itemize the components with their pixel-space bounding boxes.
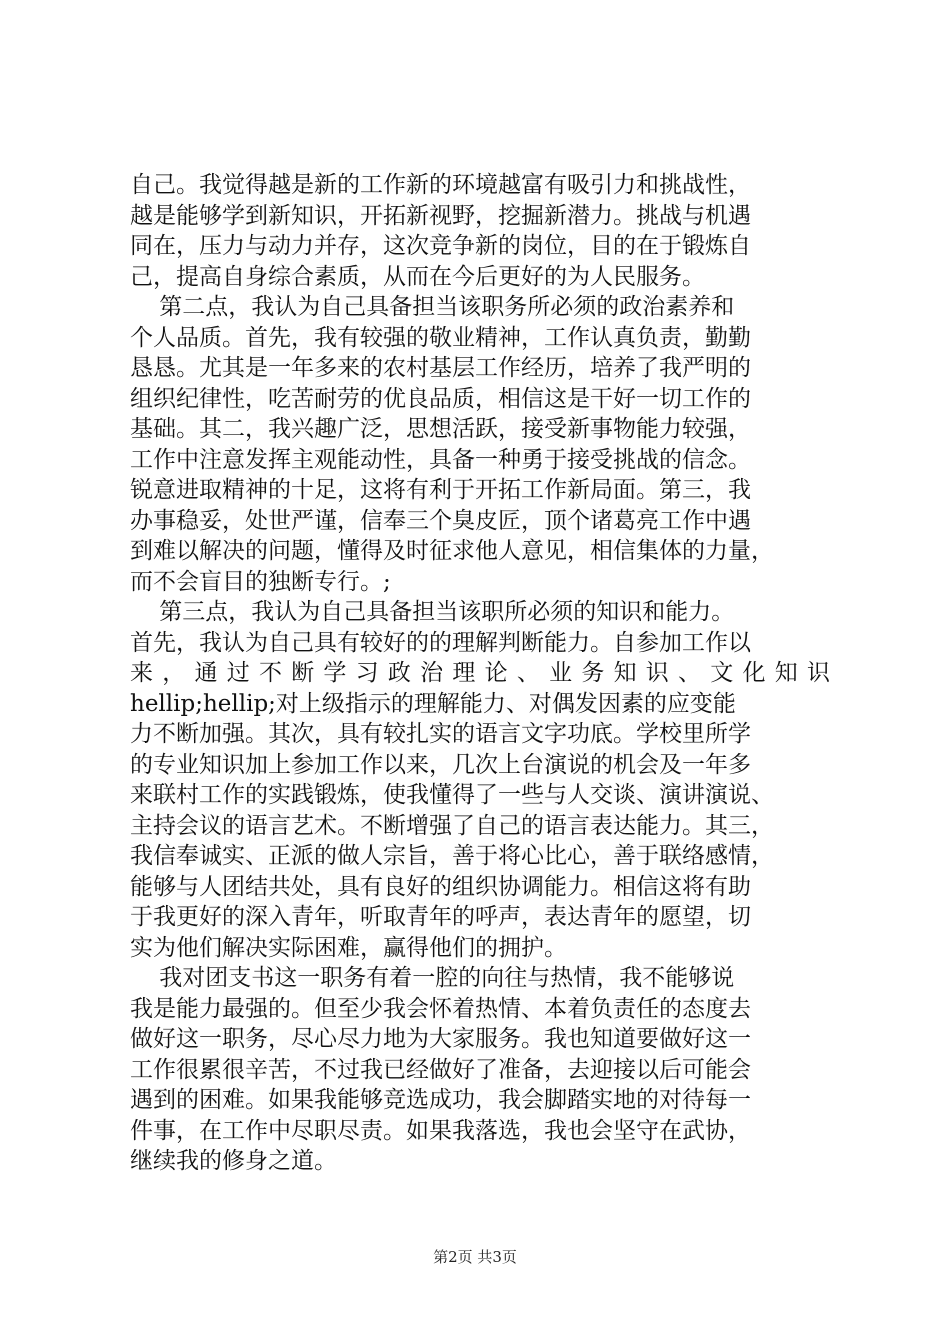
text-line: 主持会议的语言艺术。不断增强了自己的语言表达能力。其三， xyxy=(130,812,774,839)
text-line: 能够与人团结共处，具有良好的组织协调能力。相信这将有助 xyxy=(130,873,751,900)
page-number: 第2页 共3页 xyxy=(433,1248,517,1266)
paragraph-start-line: 第二点，我认为自己具备担当该职务所必须的政治素养和 xyxy=(130,294,735,320)
text-line: 于我更好的深入青年，听取青年的呼声，表达青年的愿望，切 xyxy=(130,904,751,930)
paragraph-start-line: 第三点，我认为自己具备担当该职所必须的知识和能力。 xyxy=(130,599,735,625)
paragraph-start-line: 我对团支书这一职务有着一腔的向往与热情，我不能够说 xyxy=(130,965,735,991)
text-line: 工作中注意发挥主观能动性，具备一种勇于接受挑战的信念。 xyxy=(130,446,751,473)
text-line: 我信奉诚实、正派的做人宗旨，善于将心比心，善于联络感情， xyxy=(130,843,774,869)
text-line: 办事稳妥，处世严谨，信奉三个臭皮匠，顶个诸葛亮工作中遇 xyxy=(130,507,751,534)
text-line: 越是能够学到新知识，开拓新视野，挖掘新潜力。挑战与机遇 xyxy=(130,202,751,229)
text-line: 己，提高自身综合素质，从而在今后更好的为人民服务。 xyxy=(130,263,705,290)
text-line: 组织纪律性，吃苦耐劳的优良品质，相信这是干好一切工作的 xyxy=(130,385,751,412)
text-line: 件事，在工作中尽职尽责。如果我落选，我也会坚守在武协， xyxy=(130,1117,751,1144)
text-line: 到难以解决的问题，懂得及时征求他人意见，相信集体的力量， xyxy=(130,538,774,564)
text-line: 锐意进取精神的十足，这将有利于开拓工作新局面。第三，我 xyxy=(130,477,751,503)
text-line: 基础。其二，我兴趣广泛，思想活跃，接受新事物能力较强， xyxy=(130,416,751,442)
text-line: 实为他们解决实际困难，赢得他们的拥护。 xyxy=(130,934,567,961)
text-line: 首先，我认为自己具有较好的的理解判断能力。自参加工作以 xyxy=(130,629,751,656)
text-line: 我是能力最强的。但至少我会怀着热情、本着负责任的态度去 xyxy=(130,995,751,1022)
text-line: 而不会盲目的独断专行。; xyxy=(130,568,391,595)
text-line: 继续我的修身之道。 xyxy=(130,1148,337,1174)
text-line: 工作很累很辛苦，不过我已经做好了准备，去迎接以后可能会 xyxy=(130,1056,751,1083)
text-line: 的专业知识加上参加工作以来，几次上台演说的机会及一年多 xyxy=(130,751,751,778)
text-line: 做好这一职务，尽心尽力地为大家服务。我也知道要做好这一 xyxy=(130,1026,751,1052)
text-line: 遇到的困难。如果我能够竞选成功，我会脚踏实地的对待每一 xyxy=(130,1087,751,1113)
text-line: hellip;hellip;对上级指示的理解能力、对偶发因素的应变能 xyxy=(130,690,736,717)
text-line: 来，通过不断学习政治理论、业务知识、文化知识 xyxy=(130,660,830,686)
text-line: 力不断加强。其次，具有较扎实的语言文字功底。学校里所学 xyxy=(130,721,751,747)
text-line: 自己。我觉得越是新的工作新的环境越富有吸引力和挑战性， xyxy=(130,172,751,198)
text-line: 恳恳。尤其是一年多来的农村基层工作经历，培养了我严明的 xyxy=(130,355,751,381)
text-line: 同在，压力与动力并存，这次竞争新的岗位，目的在于锻炼自 xyxy=(130,233,751,259)
text-line: 个人品质。首先，我有较强的敬业精神，工作认真负责，勤勤 xyxy=(130,324,751,351)
text-line: 来联村工作的实践锻炼，使我懂得了一些与人交谈、演讲演说、 xyxy=(130,782,774,808)
document-body xyxy=(130,170,830,1177)
